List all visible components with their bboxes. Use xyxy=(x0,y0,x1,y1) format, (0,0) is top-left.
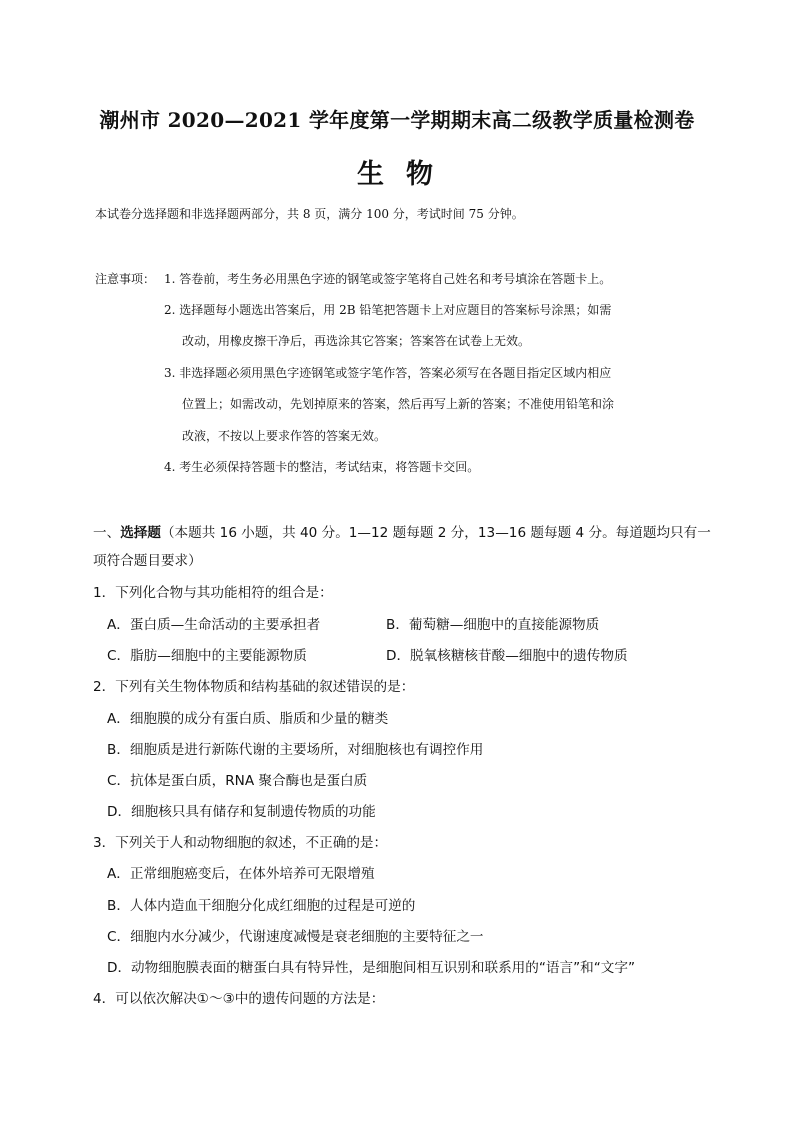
section-heading xyxy=(93,521,711,541)
notice-line-4: 3. 非选择题必须用黑色字迹钢笔或签字笔作答，答案必须写在各题目指定区域内相应 xyxy=(164,366,612,380)
question-2-option-c: C．抗体是蛋白质，RNA 聚合酶也是蛋白质 xyxy=(107,773,368,789)
notice-line-6: 改液，不按以上要求作答的答案无效。 xyxy=(182,429,387,443)
section-description: （本题共 16 小题，共 40 分。1—12 题每题 2 分，13—16 题每题 4 分。每道题均只有一 xyxy=(160,525,711,541)
section-description-cont: 项符合题目要求） xyxy=(93,553,202,569)
question-2-option-a: A．细胞膜的成分有蛋白质、脂质和少量的糖类 xyxy=(107,711,389,727)
section-title: 选择题 xyxy=(120,525,161,541)
question-3-option-c: C．细胞内水分减少，代谢速度减慢是衰老细胞的主要特征之一 xyxy=(107,929,484,945)
question-1-option-b: B．葡萄糖—细胞中的直接能源物质 xyxy=(386,617,600,633)
question-1-option-a: A．蛋白质—生命活动的主要承担者 xyxy=(107,617,321,633)
question-4-stem: 4．可以依次解决①～③中的遗传问题的方法是： xyxy=(93,991,385,1007)
question-2-option-d: D．细胞核只具有储存和复制遗传物质的功能 xyxy=(107,804,376,820)
subject-title: 生物 xyxy=(357,159,455,190)
exam-title: 潮州市 2020—2021 学年度第一学期期末高二级教学质量检测卷 xyxy=(99,108,695,132)
question-2-option-b: B．细胞质是进行新陈代谢的主要场所，对细胞核也有调控作用 xyxy=(107,742,484,758)
question-3-option-d: D．动物细胞膜表面的糖蛋白具有特异性，是细胞间相互识别和联系用的“语言”和“文字” xyxy=(107,960,636,976)
question-2-stem: 2．下列有关生物体物质和结构基础的叙述错误的是： xyxy=(93,679,415,695)
section-prefix: 一、 xyxy=(93,525,121,541)
question-3-option-b: B．人体内造血干细胞分化成红细胞的过程是可逆的 xyxy=(107,898,416,914)
question-3-option-a: A．正常细胞癌变后，在体外培养可无限增殖 xyxy=(107,866,375,882)
notice-line-3: 改动，用橡皮擦干净后，再选涂其它答案；答案答在试卷上无效。 xyxy=(182,334,531,348)
question-3-stem: 3．下列关于人和动物细胞的叙述，不正确的是： xyxy=(93,835,388,851)
question-1-option-d: D．脱氧核糖核苷酸—细胞中的遗传物质 xyxy=(386,648,628,664)
notice-line-2: 2. 选择题每小题选出答案后，用 2B 铅笔把答题卡上对应题目的答案标号涂黑；如需 xyxy=(164,303,612,317)
notice-line-1: 1. 答卷前，考生务必用黑色字迹的钢笔或签字笔将自己姓名和考号填涂在答题卡上。 xyxy=(164,272,612,286)
question-1-option-c: C．脂肪—细胞中的主要能源物质 xyxy=(107,648,307,664)
notice-line-7: 4. 考生必须保持答题卡的整洁，考试结束，将答题卡交回。 xyxy=(164,460,480,474)
question-1-stem: 1．下列化合物与其功能相符的组合是： xyxy=(93,585,333,601)
notice-label: 注意事项： xyxy=(95,272,156,286)
notice-line-5: 位置上；如需改动，先划掉原来的答案，然后再写上新的答案；不准使用铅笔和涂 xyxy=(182,397,615,411)
exam-intro: 本试卷分选择题和非选择题两部分，共 8 页，满分 100 分，考试时间 75 分钟。 xyxy=(95,207,524,221)
